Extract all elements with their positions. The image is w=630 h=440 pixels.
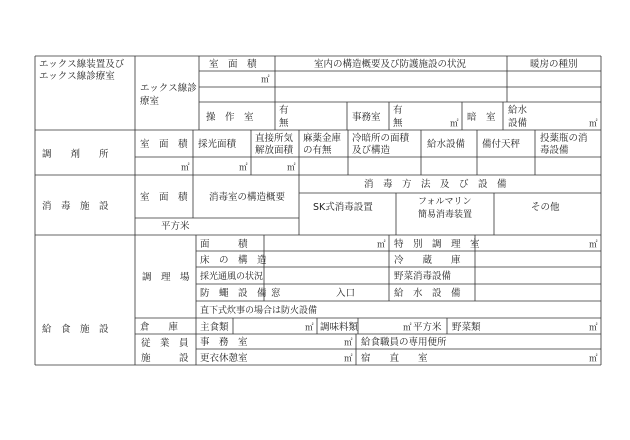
kitchen-vegetable-disinfect: 野菜消毒設備 bbox=[394, 271, 452, 282]
xray-room-label-line2: 療室 bbox=[140, 96, 160, 107]
dispensary-cold-dark-line1: 冷暗所の面積 bbox=[352, 133, 410, 144]
kitchen-title: 給 食 施 設 bbox=[42, 324, 109, 335]
kitchen-staple-unit: ㎡ bbox=[305, 323, 314, 333]
xray-title-line1: エックス線装置及び bbox=[39, 59, 125, 70]
xray-water-line2: 設備 bbox=[508, 118, 528, 129]
disinfection-sqm-word: 平方米 bbox=[161, 221, 190, 232]
disinfection-formalin-line1: フォルマリン bbox=[418, 197, 472, 207]
kitchen-area-unit: ㎡ bbox=[377, 240, 386, 250]
xray-water-line1: 給水 bbox=[508, 105, 528, 116]
dispensary-title: 調 剤 所 bbox=[42, 149, 109, 160]
xray-office-yes: 有 bbox=[393, 105, 403, 116]
kitchen-entrance: 入口 bbox=[336, 288, 356, 299]
dispensary-direct-vent-line1: 直接所気 bbox=[255, 133, 294, 144]
kitchen-night-duty: 宿 直 室 bbox=[361, 353, 428, 364]
xray-operation-room: 操 作 室 bbox=[206, 112, 254, 123]
xray-room-label-line1: エックス線診 bbox=[140, 83, 197, 94]
xray-office-unit: ㎡ bbox=[450, 119, 459, 129]
dispensary-vent-unit: ㎡ bbox=[287, 163, 296, 173]
dispensary-area-unit: ㎡ bbox=[181, 163, 190, 173]
dispensary-narcotics-line1: 麻薬金庫 bbox=[303, 133, 342, 144]
disinfection-methods-header: 消 毒 方 法 及 び 設 備 bbox=[364, 179, 507, 190]
kitchen-window: 窓 bbox=[271, 288, 281, 299]
kitchen-vegetables-unit: ㎡ bbox=[589, 323, 598, 333]
kitchen-seasoning: 調味料類 bbox=[320, 322, 359, 333]
xray-area-label: 室 面 積 bbox=[209, 59, 257, 70]
dispensary-cold-dark-line2: 及び構造 bbox=[352, 145, 391, 156]
kitchen-locker-unit: ㎡ bbox=[344, 354, 353, 364]
xray-office-label: 事務室 bbox=[352, 112, 381, 123]
kitchen-area: 面 積 bbox=[200, 239, 248, 250]
disinfection-area: 室 面 積 bbox=[140, 192, 188, 203]
kitchen-storehouse: 倉 庫 bbox=[140, 322, 179, 333]
disinfection-structure: 消毒室の構造概要 bbox=[209, 192, 286, 203]
disinfection-other: その他 bbox=[531, 202, 560, 213]
dispensary-direct-vent-line2: 解放面積 bbox=[255, 145, 294, 156]
kitchen-basement-note: 直下式炊事の場合は防火設備 bbox=[200, 306, 318, 316]
kitchen-floor: 床 の 構 造 bbox=[200, 255, 267, 266]
kitchen-refrigerator: 冷 蔵 庫 bbox=[394, 255, 461, 266]
kitchen-office-unit: ㎡ bbox=[344, 338, 353, 348]
dispensary-area: 室 面 積 bbox=[140, 139, 188, 150]
dispensary-medicine-line2: 毒設備 bbox=[540, 145, 569, 156]
kitchen-office: 事 務 室 bbox=[200, 337, 248, 348]
kitchen-special-room-unit: ㎡ bbox=[589, 240, 598, 250]
kitchen-staple: 主食類 bbox=[200, 322, 229, 333]
dispensary-medicine-line1: 投薬瓶の消 bbox=[540, 133, 588, 144]
kitchen-lighting-vent: 採光通風の状況 bbox=[200, 272, 264, 282]
xray-water-unit: ㎡ bbox=[589, 119, 598, 129]
xray-heating-label: 暖房の種別 bbox=[530, 59, 578, 70]
dispensary-balance: 備付天秤 bbox=[482, 139, 521, 150]
xray-operation-yes: 有 bbox=[279, 105, 289, 116]
xray-operation-no: 無 bbox=[279, 118, 289, 129]
kitchen-toilet: 給食職員の専用便所 bbox=[361, 337, 447, 348]
kitchen-staff-facility-line2: 施 設 bbox=[141, 353, 189, 364]
kitchen-fly-screen: 防 蠅 設 備 bbox=[200, 288, 267, 299]
dispensary-lighting-unit: ㎡ bbox=[239, 163, 248, 173]
kitchen-cooking-area: 調 理 場 bbox=[142, 272, 190, 283]
kitchen-locker: 更衣休憩室 bbox=[200, 353, 248, 364]
kitchen-special-room: 特 別 調 理 室 bbox=[394, 239, 480, 250]
dispensary-narcotics-line2: の有無 bbox=[303, 145, 332, 156]
kitchen-water: 給 水 設 備 bbox=[394, 288, 461, 299]
kitchen-night-duty-unit: ㎡ bbox=[589, 354, 598, 364]
dispensary-water: 給水設備 bbox=[427, 139, 466, 150]
xray-area-unit: ㎡ bbox=[261, 75, 270, 85]
disinfection-sk: SK式消毒設置 bbox=[313, 202, 373, 213]
disinfection-formalin-line2: 簡易消毒装置 bbox=[418, 210, 473, 220]
disinfection-title: 消 毒 施 設 bbox=[42, 201, 109, 212]
kitchen-seasoning-unit: ㎡ bbox=[403, 323, 412, 333]
kitchen-vegetables: 野菜類 bbox=[452, 322, 481, 333]
xray-darkroom: 暗 室 bbox=[467, 112, 496, 123]
xray-structure-label: 室内の構造概要及び防護施設の状況 bbox=[314, 59, 467, 70]
kitchen-staff-facility-line1: 従 業 員 bbox=[141, 338, 189, 349]
dispensary-lighting: 採光面積 bbox=[198, 139, 237, 150]
xray-title-line2: エックス線診療室 bbox=[39, 71, 115, 82]
kitchen-sqm-word: 平方米 bbox=[413, 322, 442, 333]
xray-office-no: 無 bbox=[393, 118, 403, 129]
